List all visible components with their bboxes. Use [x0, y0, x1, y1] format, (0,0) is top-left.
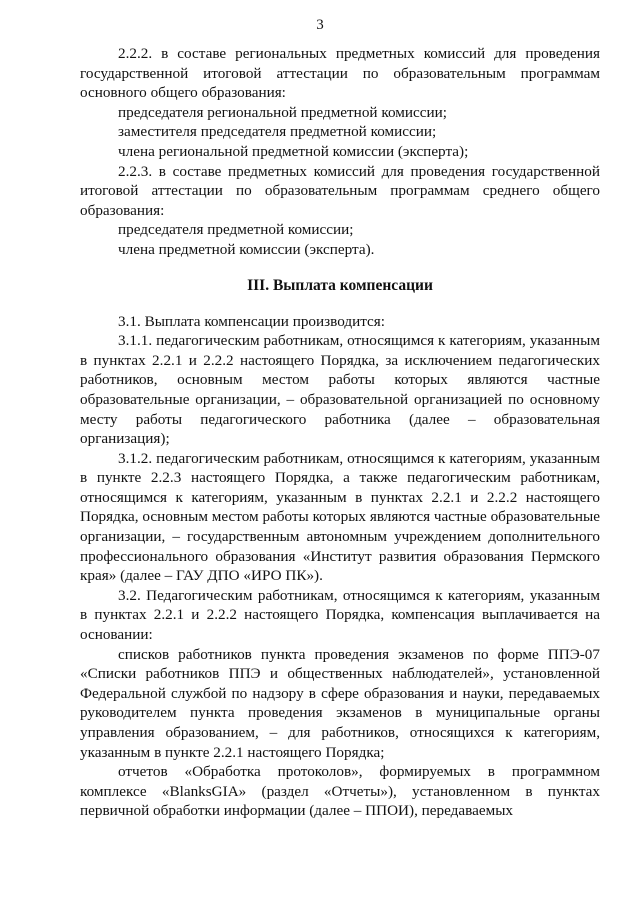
paragraph-2-2-2: 2.2.2. в составе региональных предметных комиссий для проведения государственной итоговой аттестации по образовательным программам основного общего образования:	[80, 45, 600, 102]
paragraph-3-1-2: 3.1.2. педагогическим работникам, относящимся к категориям, указанным в пункте 2.2.3 настоящего Порядка, а также педагогическим работникам, относящимся к категориям, указанным в пунктах 2.2.1 и 2.2.2 настоящего Порядка, основным местом работы которых являются частные образовательные организации, – государственным автономным учреждением дополнительного профессионального образования «Институт развития образования Пермского края» (далее – ГАУ ДПО «ИРО ПК»).	[80, 449, 600, 585]
page-number: 3	[316, 17, 324, 33]
list-item: председателя предметной комиссии;	[118, 221, 354, 239]
paragraph-3-1: 3.1. Выплата компенсации производится:	[118, 312, 385, 330]
paragraph-reports: отчетов «Обработка протоколов», формируемых в программном комплексе «BlanksGIA» (раздел «Отчеты»), установленном в пунктах первичной обработки информации (далее – ППОИ), передаваемых	[80, 763, 600, 820]
document-body	[80, 44, 600, 821]
paragraph-3-1-1: 3.1.1. педагогическим работникам, относящимся к категориям, указанным в пунктах 2.2.1 и 2.2.2 настоящего Порядка, за исключением педагогических работников, основным местом работы которых являются частные образовательные организации, – образовательной организацией по основному месту работы педагогического работника (далее – образовательная организация);	[80, 332, 600, 448]
section-heading: III. Выплата компенсации	[247, 276, 433, 294]
paragraph-2-2-3: 2.2.3. в составе предметных комиссий для проведения государственной итоговой аттестации по образовательным программам среднего общего образования:	[80, 162, 600, 219]
list-item: члена региональной предметной комиссии (эксперта);	[118, 142, 469, 160]
list-item: члена предметной комиссии (эксперта).	[118, 240, 375, 258]
list-item: председателя региональной предметной комиссии;	[118, 103, 447, 121]
paragraph-3-2: 3.2. Педагогическим работникам, относящимся к категориям, указанным в пунктах 2.2.1 и 2.2.2 настоящего Порядка, компенсация выплачивается на основании:	[80, 586, 600, 644]
list-item: заместителя председателя предметной комиссии;	[118, 123, 437, 141]
paragraph-lists: списков работников пункта проведения экзаменов по форме ППЭ-07 «Списки работников ППЭ и общественных наблюдателей», установленной Федеральной службой по надзору в сфере образования и науки, передаваемых руководителем пункта проведения экзаменов в муниципальные органы управления образованием, – для работников, относящихся к категориям, указанным в пункте 2.2.1 настоящего Порядка;	[80, 645, 600, 761]
